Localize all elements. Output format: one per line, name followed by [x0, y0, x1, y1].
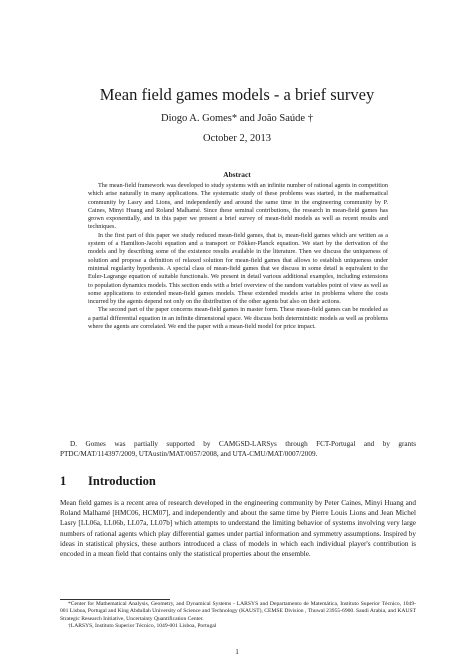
abstract-paragraph: The second part of the paper concerns mean-field games in master form. These mean-field games can be modeled as a partial differential equation in an infinite dimensional space. We discuss both deterministic models as well as problems where the agents are correlated. We end the paper with a mean-field model for price impact. [88, 306, 388, 331]
abstract-body [88, 182, 388, 331]
section-title: Introduction [88, 474, 156, 488]
author-line: Diogo A. Gomes* and João Saúde † [161, 113, 313, 124]
funding-note [60, 439, 416, 459]
paper-date: October 2, 2013 [203, 133, 271, 144]
abstract-heading: Abstract [223, 170, 251, 179]
body-paragraph: Mean field games is a recent area of research developed in the engineering community by Peter Caines, Minyi Huang and Roland Malhamé [HMC06, HCM07], and independently and about the same time by Pierre Louis Lions and Jean Michel Lasry [LL06a, LL06b, LL07a, LL07b] which attempts to understand the limiting behavior of systems involving very large numbers of rational agents which play differential games under partial information and symmetry assumptions. Inspired by ideas in statistical physics, these authors introduced a class of models in which each individual player's contribution is encoded in a mean field that contains only the statistical properties about the ensemble. [60, 499, 416, 559]
footnote-affiliation-1: *Center for Mathematical Analysis, Geometry, and Dynamical Systems - LARSYS and Departamento de Matemática, Instituto Superior Técnico, 1049-001 Lisboa, Portugal and King Abdullah University of Science and Technology (KAUST), CEMSE Division , Thuwal 23955-6900. Saudi Arabia, and KAUST Strategic Research Initiative, Uncertainty Quantification Center. [60, 601, 416, 622]
footnotes [60, 601, 416, 630]
section-heading [60, 474, 156, 489]
page-number: 1 [235, 648, 239, 656]
section-body [60, 498, 416, 559]
funding-text: D. Gomes was partially supported by CAMGSD-LARSys through FCT-Portugal and by grants PTDC/MAT/114397/2009, UTAustin/MAT/0057/2008, and UTA-CMU/MAT/0007/2009. [60, 440, 416, 458]
abstract-paragraph: The mean-field framework was developed to study systems with an infinite number of rational agents in competition which arise naturally in many applications. The systematic study of these problems was started, in the mathematical community by Lasry and Lions, and independently and around the same time in the engineering community by P. Caines, Minyi Huang and Roland Malhamé. Since these seminal contributions, the research in mean-field games has grown exponentially, and in this paper we present a brief survey of mean-field models as well as recent results and techniques. [88, 182, 388, 231]
footnote-affiliation-2: †LARSYS, Instituto Superior Técnico, 1049-001 Lisboa, Portugal [68, 622, 217, 629]
abstract-paragraph: In the first part of this paper we study reduced mean-field games, that is, mean-field games which are written as a system of a Hamilton-Jacobi equation and a transport or Fökker-Planck equation. We start by the derivation of the models and by describing some of the existence results available in the literature. Then we discuss the uniqueness of solution and propose a definition of relaxed solution for mean-field games that allows to establish uniqueness under minimal regularity hypothesis. A special class of mean-field games that we discuss in some detail is equivalent to the Euler-Lagrange equation of suitable functionals. We present in detail various additional examples, including extensions to population dynamics models. This section ends with a brief overview of the random variables point of view as well as some applications to extended mean-field games models. These extended models arise in problems where the costs incurred by the agents depend not only on the distribution of the other agents but also on their actions. [88, 231, 388, 306]
paper-title: Mean field games models - a brief survey [99, 85, 375, 104]
footnote-rule [60, 599, 170, 600]
section-number: 1 [60, 474, 67, 488]
